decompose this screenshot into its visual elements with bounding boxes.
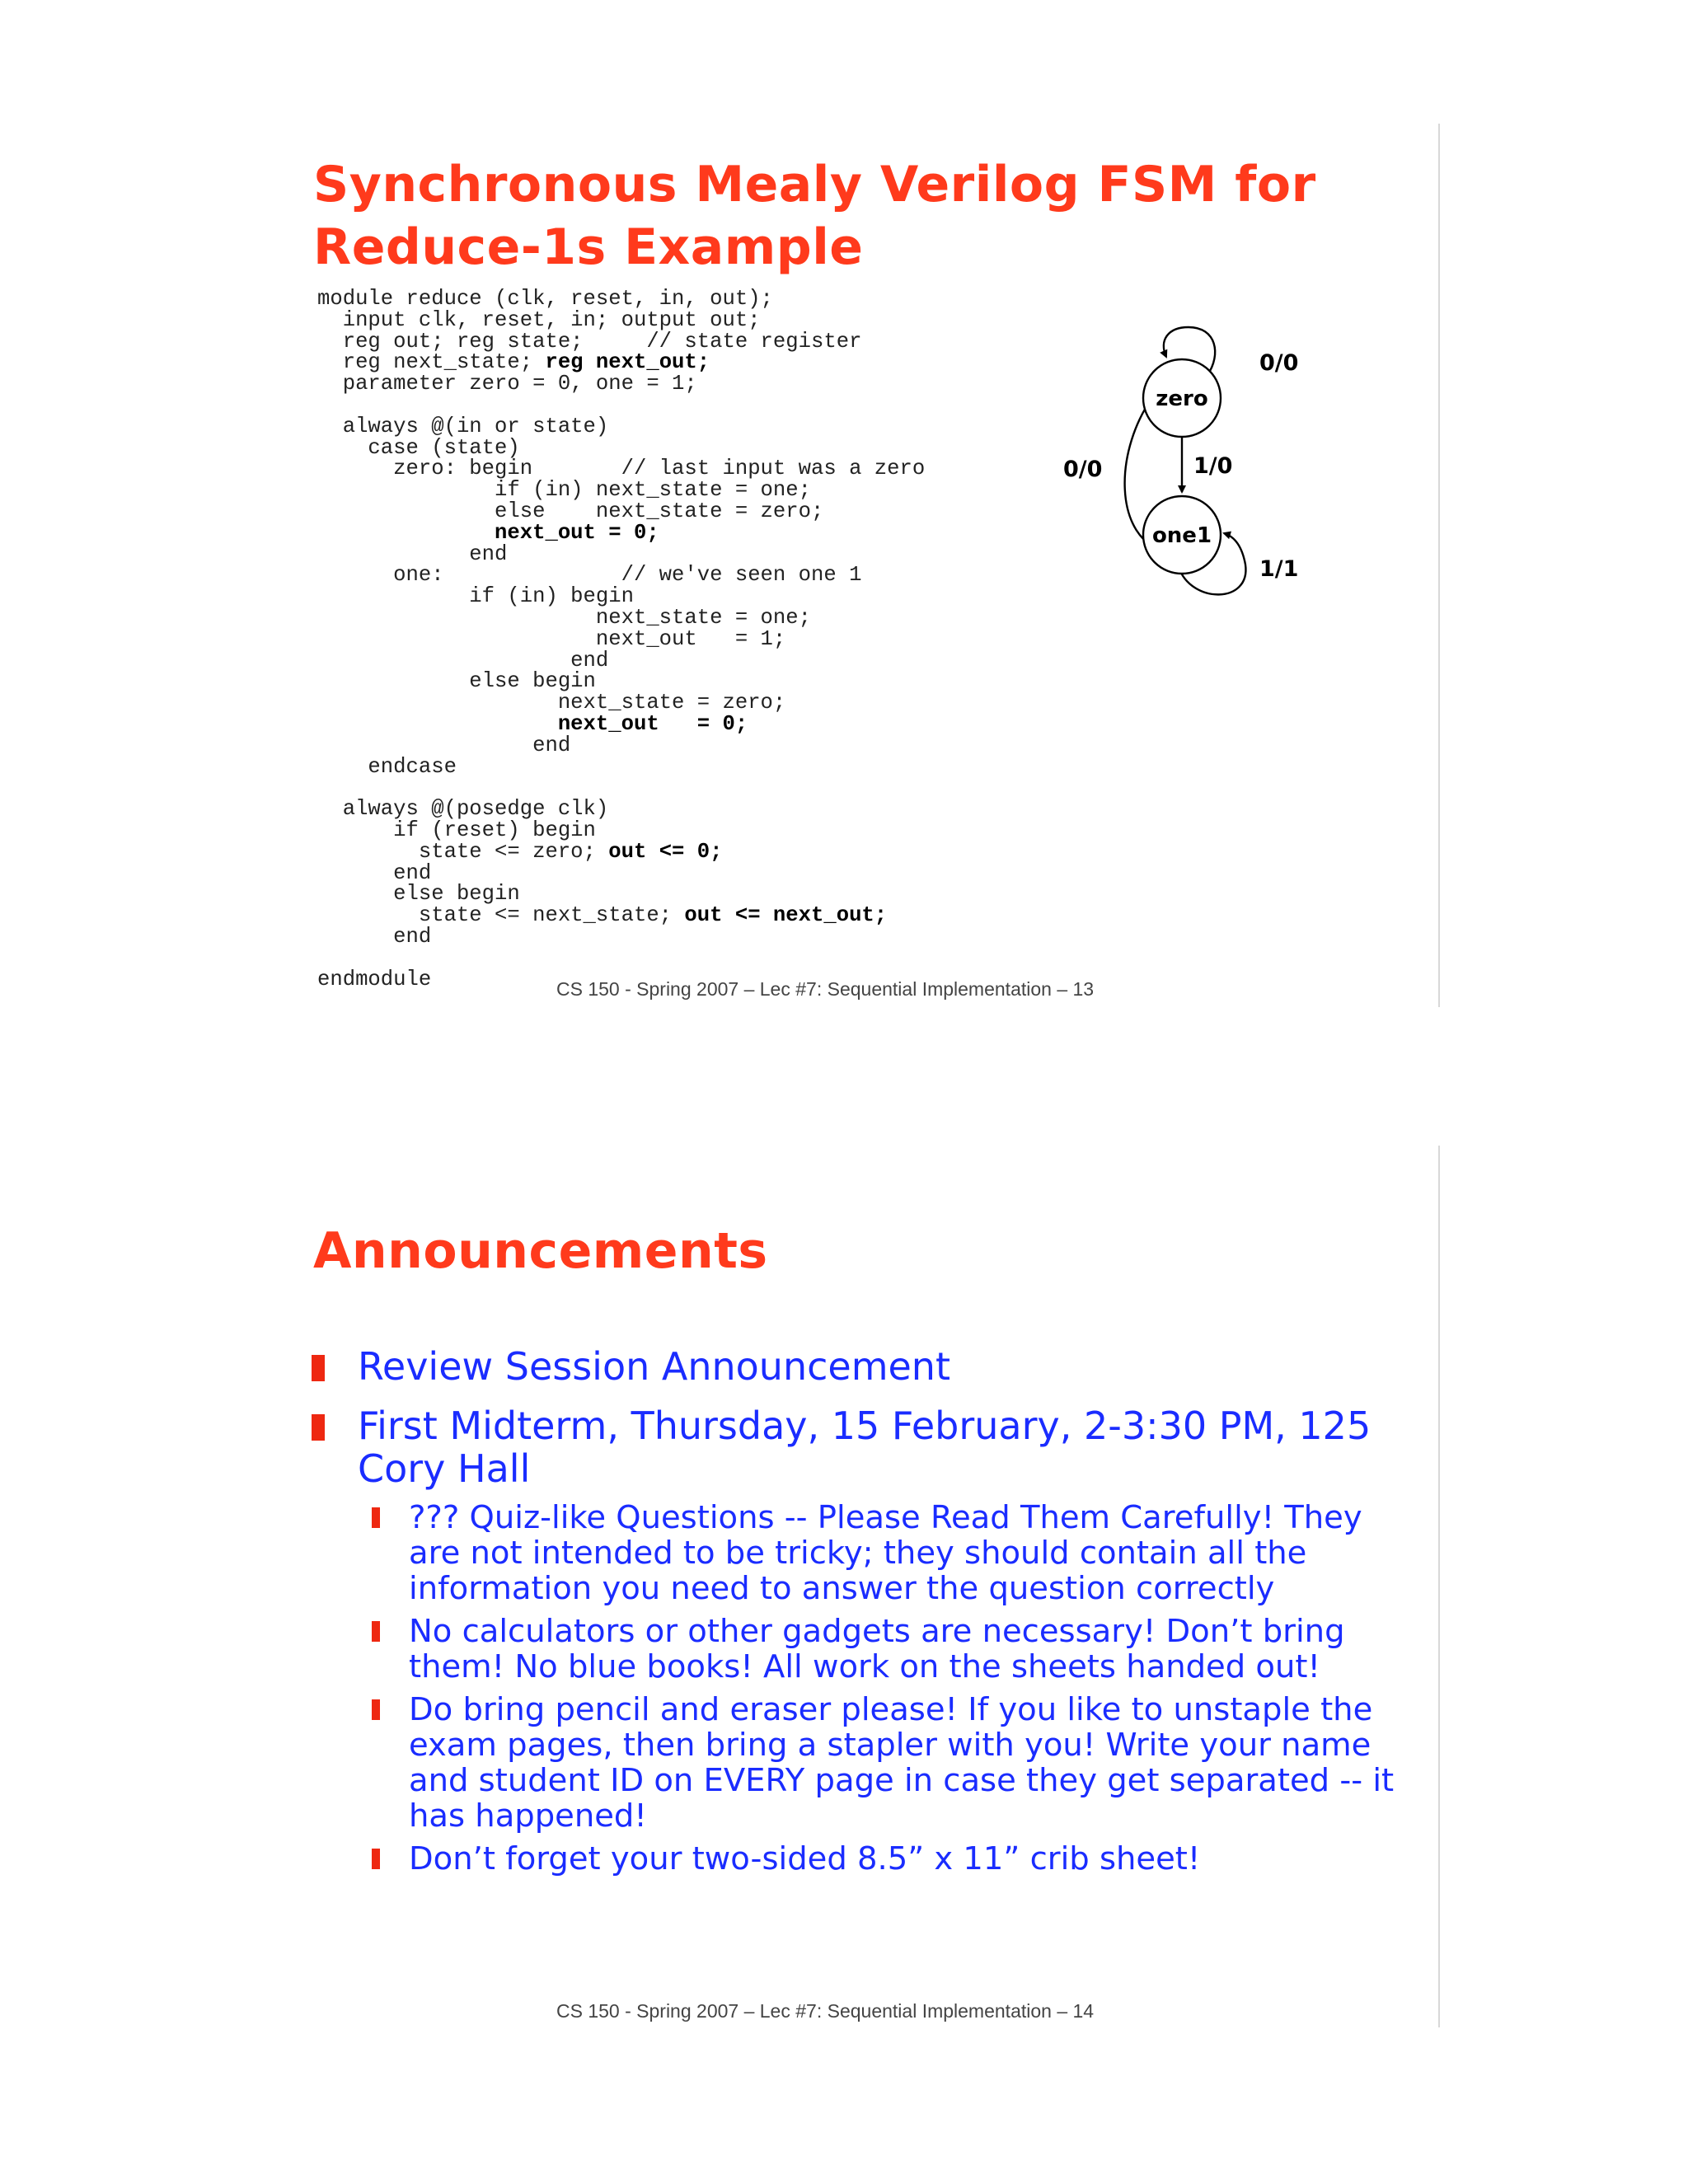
code-line — [317, 841, 925, 863]
code-line — [317, 501, 925, 523]
code-line — [317, 650, 925, 672]
code-segment: one: // we've seen one 1 — [317, 563, 862, 588]
code-segment: if (in) begin — [317, 584, 634, 609]
code-line — [317, 352, 925, 373]
code-segment: if (reset) begin — [317, 818, 596, 842]
sub-bullet-marker-icon — [372, 1621, 380, 1642]
code-segment: next_state = zero; — [317, 691, 786, 715]
code-line — [317, 926, 925, 948]
code-line — [317, 565, 925, 586]
code-segment: reg next_state; — [317, 350, 546, 375]
code-segment: case (state) — [317, 435, 520, 460]
code-segment: state <= next_state; — [317, 903, 685, 928]
code-line — [317, 373, 925, 395]
code-line — [317, 331, 925, 353]
code-bold-segment: out <= next_out; — [684, 903, 888, 928]
code-line — [317, 307, 925, 332]
code-line — [317, 435, 925, 460]
code-line — [317, 520, 925, 545]
code-line — [317, 288, 925, 310]
bullet-item — [312, 1345, 1400, 1388]
code-line — [317, 820, 925, 841]
sub-bullet-text: ??? Quiz-like Questions -- Please Read Them Carefully! They are not intended to be tricky; they should contain all the information you need to answer the question correctly — [409, 1499, 1362, 1607]
bullet-item — [312, 1404, 1400, 1490]
code-line — [317, 671, 925, 692]
code-line — [317, 480, 925, 501]
code-line — [317, 799, 925, 820]
announcement-list — [312, 1345, 1400, 1884]
code-line — [317, 416, 925, 438]
fsm-label-one-self: 1/1 — [1259, 556, 1299, 582]
code-segment: end — [317, 924, 432, 949]
code-line — [317, 458, 925, 480]
code-bold-segment: next_out = 0; — [557, 711, 748, 736]
code-line — [317, 692, 925, 714]
code-segment — [317, 521, 495, 545]
code-line — [317, 777, 925, 799]
code-segment: zero: begin // last input was a zero — [317, 457, 926, 481]
code-segment: else next_state = zero; — [317, 499, 824, 523]
sub-bullet-text: Don’t forget your two-sided 8.5” x 11” crib sheet! — [409, 1840, 1201, 1877]
code-line — [317, 883, 925, 905]
code-segment: next_out = 1; — [317, 626, 786, 651]
code-bold-segment: next_out = 0; — [495, 520, 659, 545]
code-segment: if (in) next_state = one; — [317, 478, 811, 503]
code-line — [317, 905, 925, 926]
code-segment: else begin — [317, 669, 596, 694]
slide-13 — [0, 0, 1688, 1038]
sub-bullet-text: No calculators or other gadgets are necessary! Don’t bring them! No blue books! All work on the sheets handed out! — [409, 1613, 1345, 1685]
code-line — [317, 395, 925, 416]
sub-bullet-marker-icon — [372, 1507, 380, 1528]
code-line — [317, 607, 925, 629]
code-segment: end — [317, 860, 432, 885]
code-bold-segment: reg next_out; — [545, 350, 710, 375]
fsm-state-zero-label: zero — [1156, 387, 1208, 411]
slide-14 — [0, 1096, 1688, 2085]
bullet-marker-icon — [312, 1355, 325, 1381]
code-line — [317, 860, 925, 885]
slide-edge-shadow — [1438, 124, 1440, 1007]
code-segment: input clk, reset, in; output out; — [317, 307, 761, 332]
sub-bullet-item — [312, 1500, 1400, 1606]
code-segment: else begin — [317, 882, 520, 907]
code-segment: end — [317, 648, 609, 673]
bullet-text: Review Session Announcement — [358, 1344, 950, 1389]
bullet-marker-icon — [312, 1414, 325, 1441]
fsm-label-zero-to-one: 1/0 — [1193, 453, 1233, 479]
slide-edge-shadow — [1438, 1146, 1440, 2027]
code-line — [317, 948, 925, 969]
fsm-label-zero-self: 0/0 — [1259, 350, 1299, 376]
code-segment: state <= zero; — [317, 839, 609, 864]
slide-title: Announcements — [313, 1222, 768, 1280]
code-segment: end — [317, 733, 571, 757]
code-segment: reg out; reg state; // state register — [317, 329, 862, 354]
sub-bullet-list — [312, 1500, 1400, 1877]
slide-footer: CS 150 - Spring 2007 – Lec #7: Sequential Implementation – 14 — [556, 2000, 1095, 2022]
code-line — [317, 754, 925, 779]
code-segment — [317, 712, 558, 736]
code-line — [317, 626, 925, 651]
code-line — [317, 735, 925, 757]
code-line — [317, 541, 925, 566]
code-segment: endcase — [317, 754, 457, 779]
slide-footer: CS 150 - Spring 2007 – Lec #7: Sequential Implementation – 13 — [556, 978, 1095, 1000]
slide-title-line1: Synchronous Mealy Verilog FSM for — [313, 156, 1316, 213]
slide-title-line2: Reduce-1s Example — [313, 218, 864, 276]
fsm-label-one-to-zero: 0/0 — [1063, 457, 1103, 482]
code-segment: end — [317, 541, 508, 566]
code-line — [317, 586, 925, 607]
fsm-state-diagram — [1047, 317, 1327, 614]
sub-bullet-marker-icon — [372, 1699, 380, 1720]
code-line — [317, 711, 925, 736]
sub-bullet-marker-icon — [372, 1849, 380, 1869]
sub-bullet-item — [312, 1614, 1400, 1685]
verilog-code-block — [317, 288, 925, 990]
slide-title — [313, 153, 1316, 279]
code-bold-segment: out <= 0; — [608, 839, 723, 864]
code-segment: module reduce (clk, reset, in, out); — [317, 287, 773, 311]
sub-bullet-item — [312, 1841, 1400, 1877]
sub-bullet-text: Do bring pencil and eraser please! If you like to unstaple the exam pages, then bring a stapler with you! Write your name and student ID on EVERY page in case they get separated -- it has happened! — [409, 1691, 1395, 1835]
fsm-state-one-label: one1 — [1151, 523, 1212, 548]
code-segment: always @(in or state) — [317, 414, 609, 438]
code-segment: always @(posedge clk) — [317, 797, 609, 822]
code-segment: parameter zero = 0, one = 1; — [317, 372, 697, 396]
sub-bullet-item — [312, 1692, 1400, 1834]
bullet-text: First Midterm, Thursday, 15 February, 2-3:30 PM, 125 Cory Hall — [358, 1404, 1372, 1491]
code-segment: next_state = one; — [317, 605, 811, 630]
code-segment: endmodule — [317, 967, 432, 991]
